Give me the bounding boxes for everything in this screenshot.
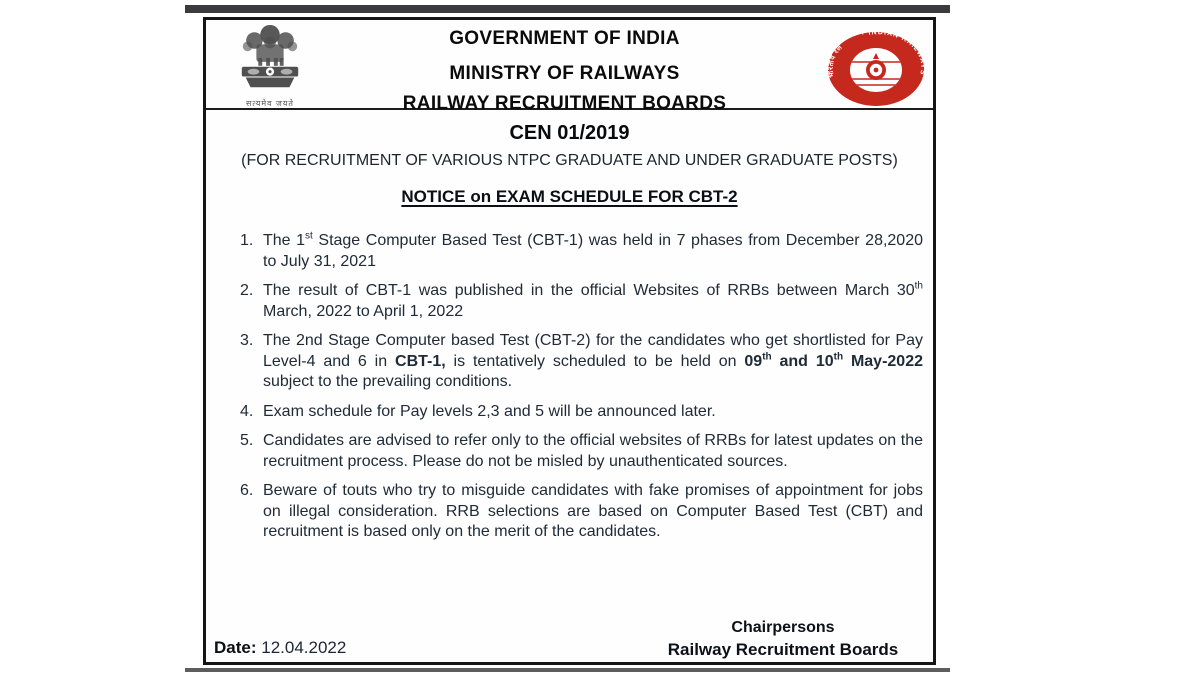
- point-number: 6.: [240, 482, 254, 499]
- notice-point: [240, 402, 923, 423]
- point-number: 2.: [240, 282, 254, 299]
- top-divider-bar: [185, 5, 950, 13]
- point-number: 4.: [240, 402, 254, 420]
- notice-point: [240, 281, 923, 322]
- point-text: The 1st Stage Computer Based Test (CBT-1) was held in 7 phases from December 28,2020 to July 31, 2021: [263, 230, 924, 270]
- cen-number: CEN 01/2019: [509, 122, 630, 144]
- cen-subtitle: (FOR RECRUITMENT OF VARIOUS NTPC GRADUATE AND UNDER GRADUATE POSTS): [241, 152, 898, 169]
- notice-heading-block: [206, 122, 933, 207]
- header-titles: [321, 20, 808, 115]
- document-header: [206, 20, 933, 114]
- header-line-rrb: RAILWAY RECRUITMENT BOARDS: [402, 93, 727, 114]
- header-line-ministry: MINISTRY OF RAILWAYS: [449, 63, 680, 84]
- header-line-government: GOVERNMENT OF INDIA: [449, 28, 680, 49]
- date-line: [214, 638, 346, 658]
- indian-railways-logo: [825, 29, 927, 107]
- bottom-divider-bar: [185, 668, 950, 672]
- logo-ring-text-hindi: भारतीय रेल: [827, 43, 844, 79]
- point-number: 3.: [240, 332, 254, 349]
- notice-point: [240, 231, 923, 272]
- point-text: Beware of touts who try to misguide candidates with fake promises of appointment for jobs on illegal consideration. RRB selections are based on Computer Based Test (CBT) and recruitment is based only on the merit of the candidates.: [263, 482, 923, 540]
- point-number: 1.: [240, 232, 254, 249]
- date-label: Date:: [214, 638, 257, 657]
- notice-point: [240, 331, 923, 393]
- date-value: 12.04.2022: [261, 638, 347, 657]
- signature-chairpersons: Chairpersons: [731, 619, 835, 636]
- point-text: Candidates are advised to refer only to the official websites of RRBs for latest updates on the recruitment process. Please do not be misled by unauthenticated sources.: [263, 432, 923, 470]
- signature-rrb: Railway Recruitment Boards: [667, 640, 899, 659]
- indian-railways-logo-icon: [825, 29, 927, 107]
- notice-point: [240, 431, 923, 472]
- ashoka-emblem-icon: [231, 23, 309, 95]
- notice-title: NOTICE on EXAM SCHEDULE FOR CBT-2: [401, 187, 738, 206]
- point-text: Exam schedule for Pay levels 2,3 and 5 will be announced later.: [263, 402, 716, 420]
- notice-document: [203, 17, 936, 665]
- logo-ring-text-english: · INDIAN RAILWAYS: [861, 29, 927, 77]
- point-text: The result of CBT-1 was published in the official Websites of RRBs between March 30th March, 2022 to April 1, 2022: [263, 280, 923, 320]
- point-text: The 2nd Stage Computer based Test (CBT-2) for the candidates who get shortlisted for Pay Level-4 and 6 in CBT-1, is tentatively scheduled to be held on 09th and 10th May-2022 subject to the prevailing conditions.: [263, 332, 923, 390]
- signature-block: [637, 619, 929, 660]
- point-number: 5.: [240, 432, 254, 449]
- notice-points-list: [206, 231, 933, 543]
- emblem-caption: सत्यमेव जयते: [246, 99, 294, 108]
- national-emblem: [228, 23, 312, 109]
- notice-point: [240, 481, 923, 543]
